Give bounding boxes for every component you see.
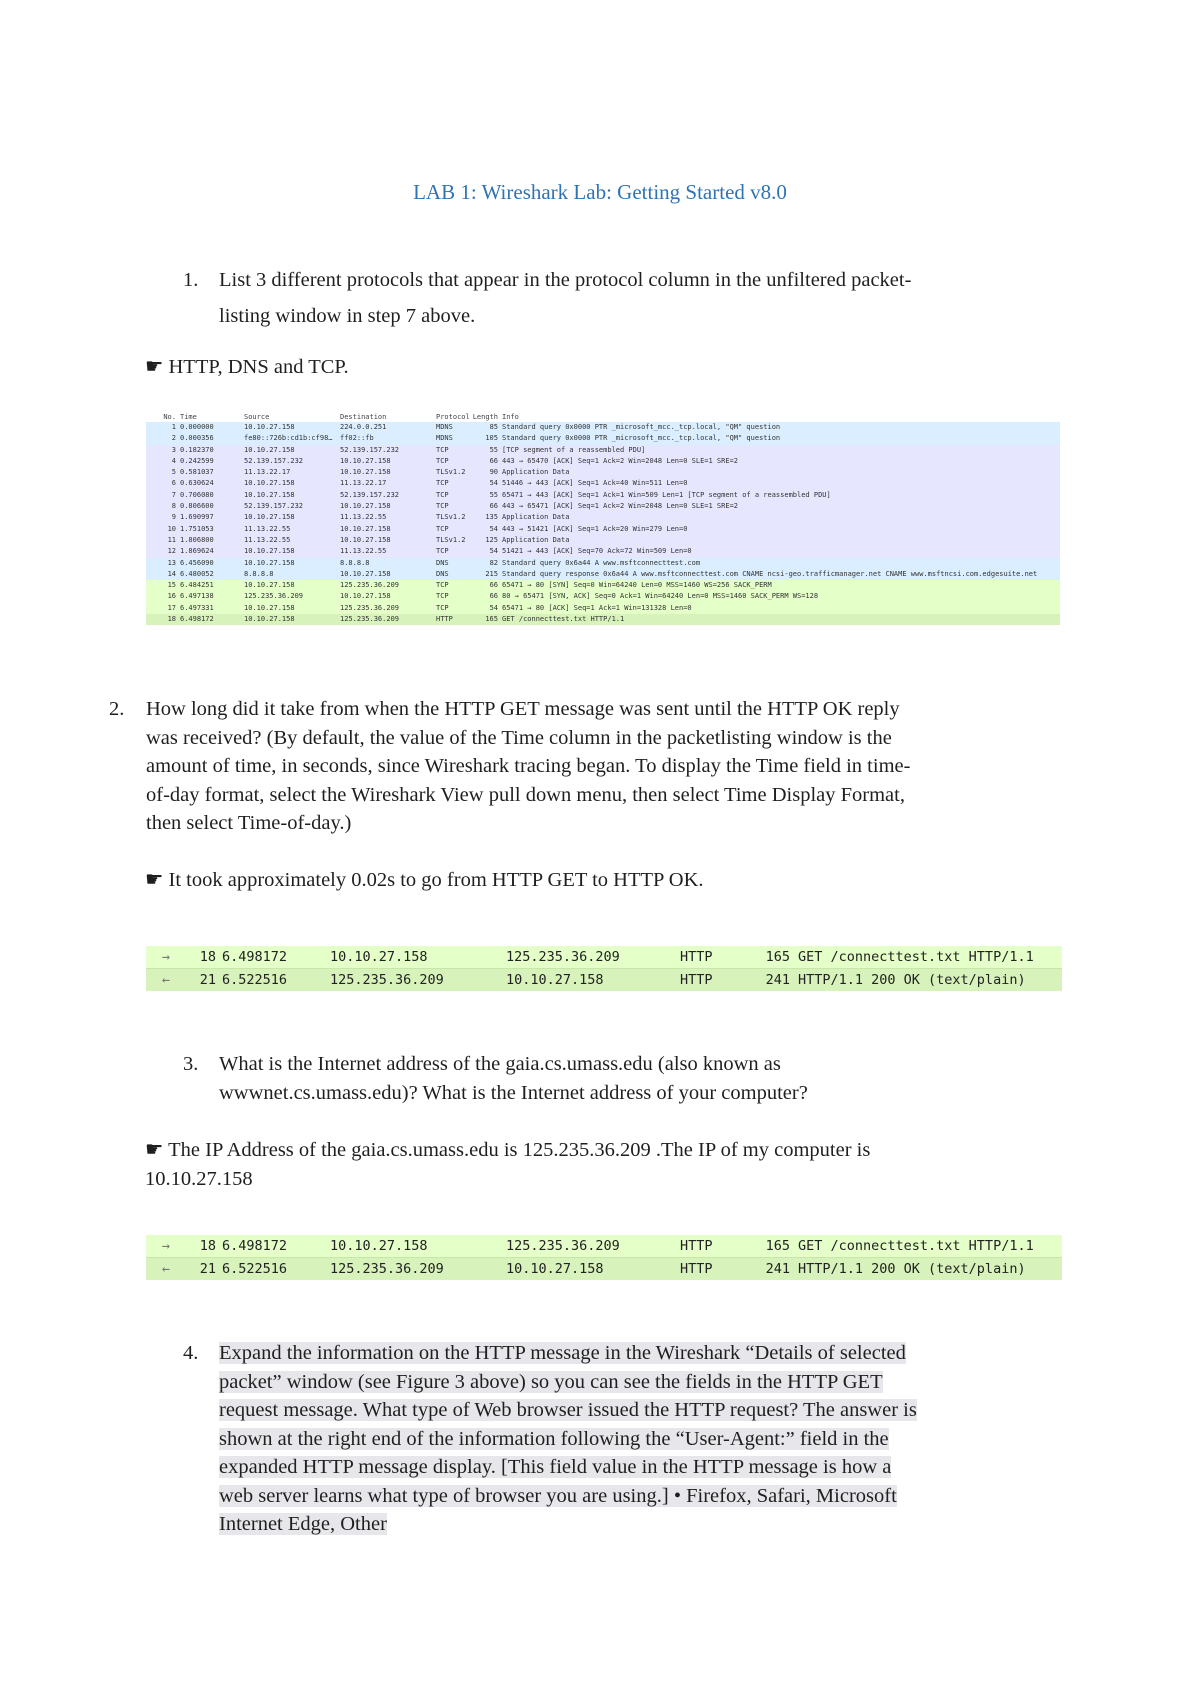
packet-info: GET /connecttest.txt HTTP/1.1 [502, 615, 625, 624]
packet-source: 125.235.36.209 [330, 1261, 444, 1277]
packet-row [146, 433, 1060, 444]
packet-info: Standard query 0x0000 PTR _microsoft_mcc._tcp.local, "QM" question [502, 434, 781, 443]
packet-destination: 224.0.0.251 [340, 423, 387, 431]
packet-info: Application Data [502, 513, 570, 522]
packet-source: 10.10.27.158 [330, 1238, 428, 1254]
packet-source: 10.10.27.158 [244, 513, 295, 522]
packet-no: 10 [167, 524, 176, 533]
packet-info: GET /connecttest.txt HTTP/1.1 [798, 1238, 1034, 1254]
packet-time: 6.456090 [180, 558, 214, 567]
packet-source: 10.10.27.158 [244, 445, 295, 454]
http-packet-row [146, 969, 1062, 991]
packet-info: 443 → 51421 [ACK] Seq=1 Ack=20 Win=279 Len=0 [502, 524, 688, 533]
packet-destination: 10.10.27.158 [340, 456, 391, 465]
packet-source: 11.13.22.17 [244, 468, 291, 477]
packet-no: 4 [171, 456, 176, 465]
packet-length: 85 [489, 423, 498, 431]
packet-source: 10.10.27.158 [244, 423, 295, 431]
packet-destination: 8.8.8.8 [340, 558, 370, 567]
col-info: Info [502, 413, 519, 421]
packet-no: 18 [199, 1238, 216, 1254]
question-4-line: expanded HTTP message display. [This field value in the HTTP message is how a [219, 1456, 892, 1478]
packet-no: 18 [167, 615, 176, 624]
packet-source: fe80::726b:cd1b:cf98… [244, 434, 333, 443]
packet-info: 80 → 65471 [SYN, ACK] Seq=0 Ack=1 Win=64240 Len=0 MSS=1460 SACK_PERM WS=128 [502, 592, 819, 601]
packet-destination: 125.235.36.209 [340, 581, 400, 590]
packet-source: 10.10.27.158 [244, 479, 295, 488]
packet-row [146, 445, 1060, 456]
packet-time: 0.000000 [180, 423, 214, 431]
packet-no: 17 [167, 603, 176, 612]
question-4-line: web server learns what type of browser you are using.] • Firefox, Safari, Microsoft [219, 1484, 897, 1507]
response-arrow-icon: ← [161, 972, 171, 988]
question-4-text [219, 1339, 917, 1539]
packet-protocol: TCP [436, 502, 449, 511]
packet-source: 10.10.27.158 [330, 949, 428, 965]
question-2-text [146, 695, 910, 838]
packet-row [146, 603, 1060, 614]
packet-info: 443 → 65471 [ACK] Seq=1 Ack=2 Win=2048 Len=0 SLE=1 SRE=2 [502, 502, 739, 511]
packet-time: 6.497331 [180, 603, 214, 612]
question-3-line: What is the Internet address of the gaia.cs.umass.edu (also known as [219, 1053, 781, 1075]
packet-protocol: HTTP [436, 615, 453, 624]
packet-destination: 11.13.22.55 [340, 547, 387, 556]
col-time: Time [180, 413, 197, 421]
packet-source: 10.10.27.158 [244, 490, 295, 499]
question-1-number: 1. [183, 269, 199, 291]
packet-destination: 10.10.27.158 [340, 502, 391, 511]
packet-no: 1 [171, 423, 176, 431]
question-4-line: request message. What type of Web browser issued the HTTP request? The answer is [219, 1399, 917, 1421]
request-arrow-icon: → [161, 949, 171, 965]
packet-destination: 52.139.157.232 [340, 490, 400, 499]
packet-protocol: HTTP [680, 1238, 713, 1254]
packet-length: 135 [485, 513, 498, 522]
answer-1: ☛ HTTP, DNS and TCP. [145, 356, 349, 378]
packet-destination: 125.235.36.209 [340, 615, 400, 624]
question-2-line: of-day format, select the Wireshark View pull down menu, then select Time Display Format, [146, 783, 905, 806]
packet-time: 0.000356 [180, 434, 214, 443]
packet-length: 105 [485, 434, 498, 443]
packet-row [146, 614, 1060, 625]
packet-info: Standard query response 0x6a44 A www.msftconnecttest.com CNAME ncsi-geo.trafficmanager.net CNAME www.msftncsi.com.edgesuite.net [502, 569, 1038, 578]
packet-row [146, 467, 1060, 478]
packet-info: 65471 → 443 [ACK] Seq=1 Ack=1 Win=509 Len=1 [TCP segment of a reassembled PDU] [502, 490, 831, 499]
packet-info: HTTP/1.1 200 OK (text/plain) [798, 972, 1026, 988]
packet-info: 443 → 65470 [ACK] Seq=1 Ack=2 Win=2048 Len=0 SLE=1 SRE=2 [502, 456, 739, 465]
packet-protocol: TLSv1.2 [436, 513, 466, 522]
packet-source: 8.8.8.8 [244, 569, 274, 578]
packet-no: 13 [167, 558, 176, 567]
packet-length: 54 [489, 547, 498, 556]
packet-length: 241 [765, 972, 790, 988]
packet-protocol: TCP [436, 456, 449, 465]
packet-time: 6.497138 [180, 592, 214, 601]
question-4-line: Expand the information on the HTTP message in the Wireshark “Details of selected [219, 1342, 906, 1364]
packet-no: 16 [167, 592, 176, 601]
packet-time: 0.706080 [180, 490, 214, 499]
packet-length: 82 [489, 558, 498, 567]
question-3-text [219, 1050, 808, 1107]
packet-info: 51421 → 443 [ACK] Seq=70 Ack=72 Win=509 Len=0 [502, 547, 692, 556]
answer-3-line: ☛ The IP Address of the gaia.cs.umass.edu is 125.235.36.209 .The IP of my computer is [145, 1139, 871, 1161]
packet-list-rows [146, 422, 1060, 625]
packet-protocol: MDNS [436, 423, 453, 431]
col-length: Length [472, 413, 498, 421]
packet-no: 6 [171, 479, 176, 488]
packet-row [146, 535, 1060, 546]
packet-source: 125.235.36.209 [244, 592, 304, 601]
packet-row [146, 478, 1060, 489]
packet-length: 54 [489, 603, 498, 612]
packet-length: 55 [489, 445, 498, 454]
packet-time: 1.751053 [180, 524, 214, 533]
packet-info: Application Data [502, 468, 570, 477]
question-2-line: How long did it take from when the HTTP GET message was sent until the HTTP OK reply [146, 698, 900, 720]
packet-time: 6.498172 [222, 1238, 288, 1254]
answer-3 [145, 1136, 870, 1193]
packet-no: 21 [199, 1261, 216, 1277]
packet-row [146, 456, 1060, 467]
col-no: No. [163, 413, 176, 421]
packet-destination: 11.13.22.17 [340, 479, 387, 488]
packet-info: 65471 → 80 [ACK] Seq=1 Ack=1 Win=131328 Len=0 [502, 603, 692, 612]
packet-destination: 10.10.27.158 [340, 468, 391, 477]
packet-no: 12 [167, 547, 176, 556]
request-arrow-icon: → [161, 1238, 171, 1254]
packet-destination: 125.235.36.209 [506, 949, 620, 965]
col-destination: Destination [340, 413, 387, 421]
packet-time: 0.581037 [180, 468, 214, 477]
packet-protocol: DNS [436, 558, 449, 567]
packet-no: 8 [171, 502, 176, 511]
packet-source: 11.13.22.55 [244, 524, 291, 533]
packet-length: 66 [489, 456, 498, 465]
col-source: Source [244, 413, 270, 421]
packet-length: 125 [485, 535, 498, 544]
question-4-number: 4. [183, 1342, 199, 1364]
packet-source: 10.10.27.158 [244, 615, 295, 624]
packet-destination: 11.13.22.55 [340, 513, 387, 522]
packet-destination: 10.10.27.158 [340, 592, 391, 601]
packet-protocol: TCP [436, 445, 449, 454]
packet-info: GET /connecttest.txt HTTP/1.1 [798, 949, 1034, 965]
packet-list-header [146, 412, 1060, 422]
packet-row [146, 501, 1060, 512]
packet-time: 6.522516 [222, 972, 288, 988]
packet-length: 54 [489, 479, 498, 488]
packet-source: 10.10.27.158 [244, 581, 295, 590]
packet-destination: 52.139.157.232 [340, 445, 400, 454]
packet-protocol: HTTP [680, 972, 713, 988]
packet-length: 165 [765, 1238, 790, 1254]
packet-row [146, 580, 1060, 591]
question-2-line: then select Time-of-day.) [146, 812, 352, 834]
packet-no: 14 [167, 569, 176, 578]
question-1-line: List 3 different protocols that appear in the protocol column in the unfiltered packet- [219, 269, 912, 291]
packet-info: HTTP/1.1 200 OK (text/plain) [798, 1261, 1026, 1277]
packet-row [146, 512, 1060, 523]
packet-length: 54 [489, 524, 498, 533]
packet-length: 66 [489, 581, 498, 590]
packet-destination: 125.235.36.209 [506, 1238, 620, 1254]
packet-length: 55 [489, 490, 498, 499]
packet-protocol: TLSv1.2 [436, 468, 466, 477]
question-2-line: was received? (By default, the value of the Time column in the packetlisting window is the [146, 726, 892, 749]
packet-source: 10.10.27.158 [244, 603, 295, 612]
packet-time: 0.242599 [180, 456, 214, 465]
response-arrow-icon: ← [161, 1261, 171, 1277]
packet-length: 66 [489, 502, 498, 511]
packet-protocol: TCP [436, 524, 449, 533]
packet-row [146, 569, 1060, 580]
packet-protocol: TCP [436, 581, 449, 590]
packet-source: 125.235.36.209 [330, 972, 444, 988]
question-3-line: wwwnet.cs.umass.edu)? What is the Internet address of your computer? [219, 1081, 808, 1104]
packet-protocol: TCP [436, 479, 449, 488]
question-2-line: amount of time, in seconds, since Wireshark tracing began. To display the Time field in time- [146, 755, 911, 777]
packet-time: 0.630624 [180, 479, 214, 488]
packet-length: 165 [485, 615, 498, 624]
packet-row [146, 422, 1060, 433]
packet-row [146, 591, 1060, 602]
packet-length: 66 [489, 592, 498, 601]
packet-source: 52.139.157.232 [244, 502, 304, 511]
http-packets-screenshot-2 [146, 1235, 1062, 1279]
packet-time: 6.498172 [222, 949, 288, 965]
packet-source: 52.139.157.232 [244, 456, 304, 465]
packet-time: 6.480052 [180, 569, 214, 578]
packet-no: 11 [167, 535, 176, 544]
packet-length: 241 [765, 1261, 790, 1277]
answer-2: ☛ It took approximately 0.02s to go from HTTP GET to HTTP OK. [145, 869, 704, 891]
packet-protocol: TCP [436, 592, 449, 601]
packet-protocol: TCP [436, 603, 449, 612]
packet-destination: ff02::fb [340, 434, 374, 443]
http-packets-screenshot-1 [146, 946, 1062, 990]
question-3-number: 3. [183, 1053, 199, 1075]
packet-protocol: MDNS [436, 434, 453, 443]
packet-list-screenshot [146, 412, 1060, 636]
packet-row [146, 490, 1060, 501]
http-packet-row [146, 1235, 1062, 1258]
packet-info: 65471 → 80 [SYN] Seq=0 Win=64240 Len=0 MSS=1460 WS=256 SACK_PERM [502, 581, 772, 590]
packet-no: 3 [171, 445, 176, 454]
packet-no: 15 [167, 581, 176, 590]
packet-info: Standard query 0x6a44 A www.msftconnecttest.com [502, 558, 701, 567]
packet-destination: 125.235.36.209 [340, 603, 400, 612]
question-1-line: listing window in step 7 above. [219, 304, 476, 327]
packet-info: Standard query 0x0000 PTR _microsoft_mcc._tcp.local, "QM" question [502, 423, 781, 431]
packet-destination: 10.10.27.158 [506, 972, 604, 988]
question-4-line: packet” window (see Figure 3 above) so you can see the fields in the HTTP GET [219, 1370, 883, 1393]
packet-row [146, 524, 1060, 535]
packet-info: [TCP segment of a reassembled PDU] [502, 445, 646, 454]
packet-time: 6.522516 [222, 1261, 288, 1277]
packet-time: 6.498172 [180, 615, 214, 624]
packet-row [146, 558, 1060, 569]
packet-time: 0.182370 [180, 445, 214, 454]
http-packet-row [146, 1258, 1062, 1280]
packet-source: 10.10.27.158 [244, 547, 295, 556]
packet-time: 1.690997 [180, 513, 214, 522]
packet-time: 1.869624 [180, 547, 214, 556]
col-protocol: Protocol [436, 413, 470, 421]
http-packet-row [146, 946, 1062, 969]
packet-protocol: HTTP [680, 949, 713, 965]
packet-protocol: TCP [436, 490, 449, 499]
packet-length: 90 [489, 468, 498, 477]
packet-time: 1.806800 [180, 535, 214, 544]
packet-destination: 10.10.27.158 [340, 524, 391, 533]
packet-protocol: DNS [436, 569, 449, 578]
packet-no: 5 [171, 468, 176, 477]
packet-destination: 10.10.27.158 [340, 569, 391, 578]
packet-no: 2 [171, 434, 176, 443]
packet-time: 6.484251 [180, 581, 214, 590]
packet-protocol: HTTP [680, 1261, 713, 1277]
packet-source: 11.13.22.55 [244, 535, 291, 544]
packet-protocol: TCP [436, 547, 449, 556]
packet-length: 215 [485, 569, 498, 578]
packet-no: 9 [171, 513, 176, 522]
packet-no: 21 [199, 972, 216, 988]
packet-protocol: TLSv1.2 [436, 535, 466, 544]
packet-destination: 10.10.27.158 [340, 535, 391, 544]
answer-3-line: 10.10.27.158 [145, 1167, 253, 1190]
packet-no: 7 [171, 490, 176, 499]
packet-length: 165 [765, 949, 790, 965]
packet-row [146, 546, 1060, 557]
page-title: LAB 1: Wireshark Lab: Getting Started v8.0 [413, 180, 787, 204]
packet-no: 18 [199, 949, 216, 965]
packet-time: 0.806600 [180, 502, 214, 511]
question-4-line: shown at the right end of the information following the “User-Agent:” field in the [219, 1427, 889, 1450]
question-1-text [219, 266, 911, 330]
question-2-number: 2. [109, 698, 125, 720]
packet-destination: 10.10.27.158 [506, 1261, 604, 1277]
packet-source: 10.10.27.158 [244, 558, 295, 567]
packet-info: 51446 → 443 [ACK] Seq=1 Ack=40 Win=511 Len=0 [502, 479, 688, 488]
packet-info: Application Data [502, 535, 570, 544]
question-4-line: Internet Edge, Other [219, 1513, 387, 1535]
